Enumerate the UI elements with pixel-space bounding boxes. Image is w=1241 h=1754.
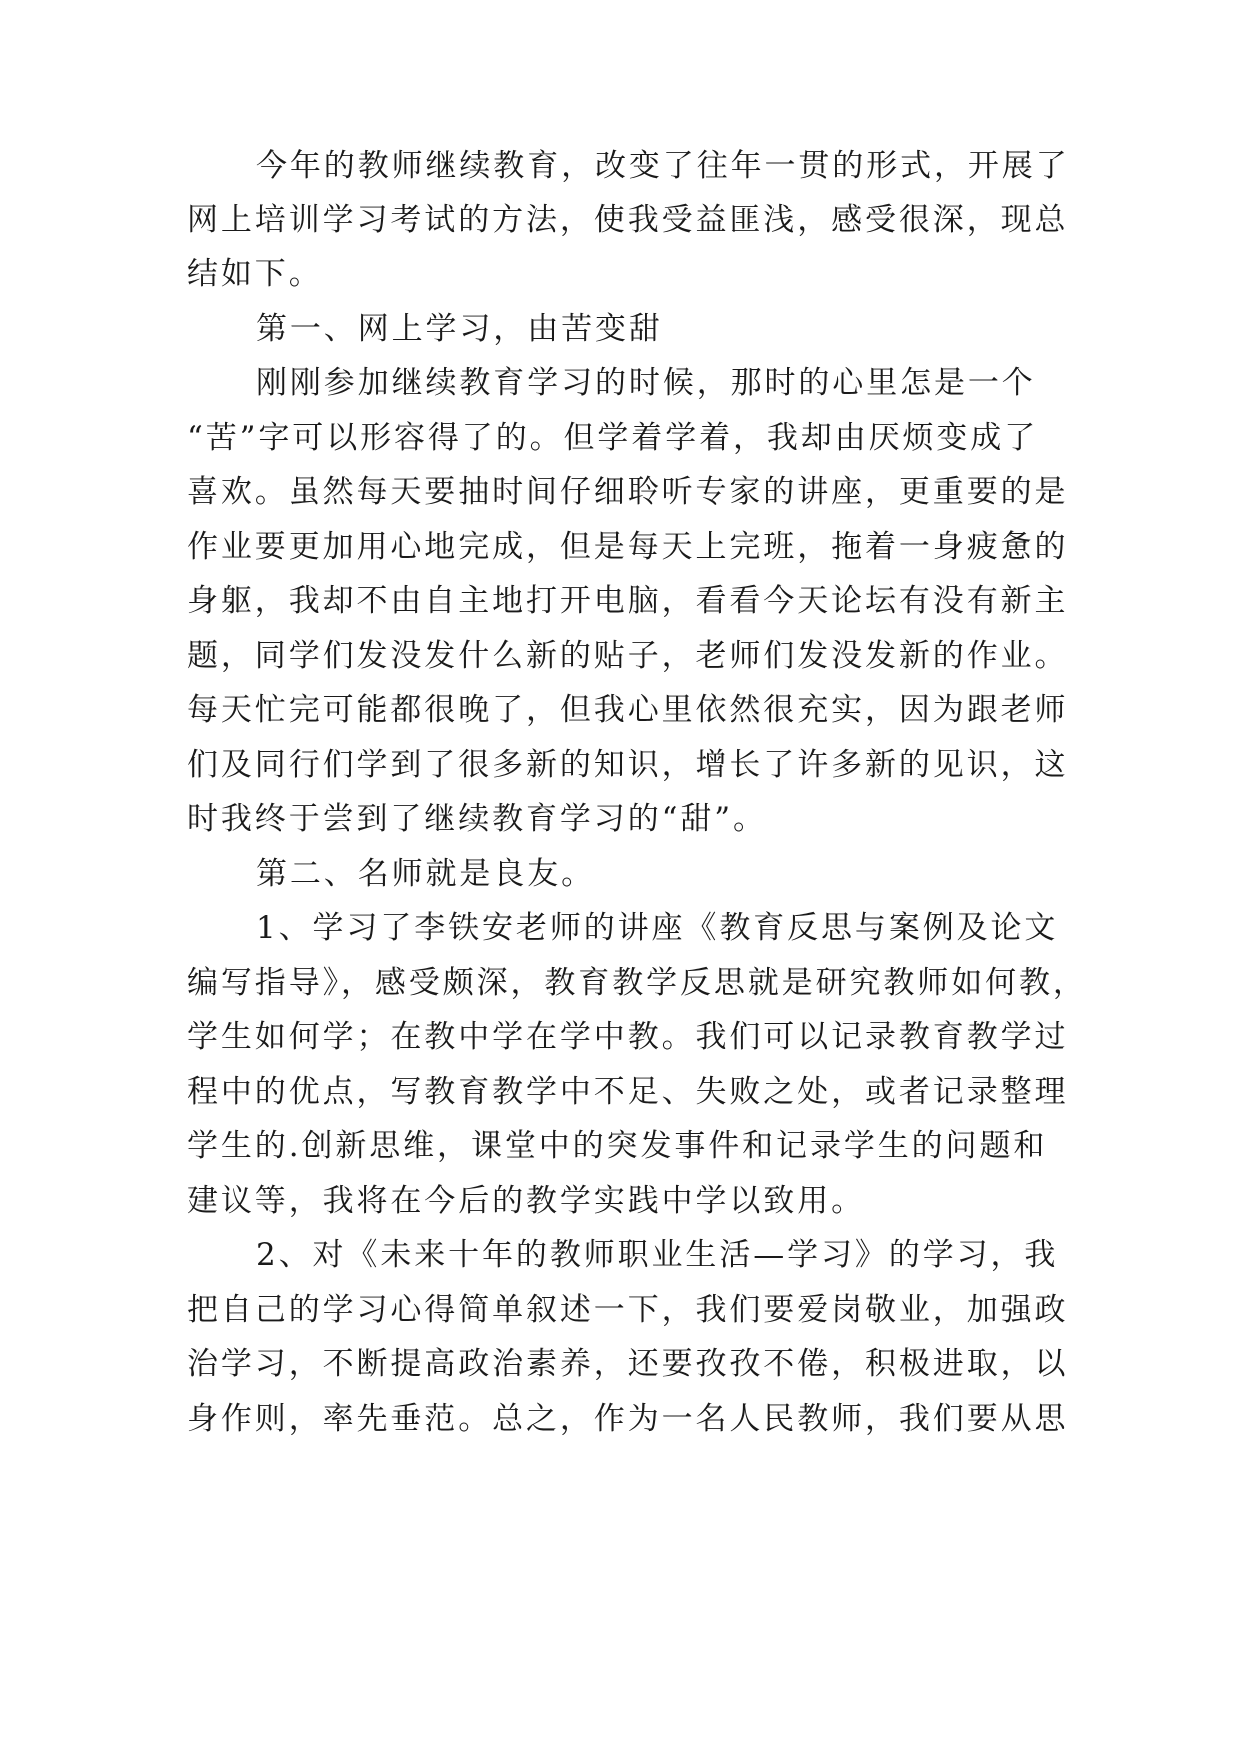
paragraph-line: 程中的优点，写教育教学中不足、失败之处，或者记录整理 bbox=[187, 1074, 1069, 1110]
paragraph-line: 今年的教师继续教育，改变了往年一贯的形式，开展了 bbox=[256, 148, 1070, 184]
paragraph-line: 治学习，不断提高政治素养，还要孜孜不倦，积极进取，以 bbox=[187, 1346, 1069, 1382]
paragraph-line: “苦”字可以形容得了的。但学着学着，我却由厌烦变成了 bbox=[187, 420, 1039, 456]
paragraph-line: 身作则，率先垂范。总之，作为一名人民教师，我们要从思 bbox=[187, 1401, 1069, 1437]
paragraph-line: 2、对《未来十年的教师职业生活—学习》的学习，我 bbox=[256, 1237, 1059, 1273]
paragraph-line: 们及同行们学到了很多新的知识，增长了许多新的见识，这 bbox=[187, 747, 1069, 783]
paragraph-line: 把自己的学习心得简单叙述一下，我们要爱岗敬业，加强政 bbox=[187, 1292, 1069, 1328]
paragraph-line: 时我终于尝到了继续教育学习的“甜”。 bbox=[187, 801, 767, 837]
paragraph-line: 结如下。 bbox=[187, 256, 323, 292]
paragraph-line: 1、学习了李铁安老师的讲座《教育反思与案例及论文 bbox=[256, 910, 1059, 946]
paragraph-line: 题，同学们发没发什么新的贴子，老师们发没发新的作业。 bbox=[187, 638, 1069, 674]
paragraph-line: 学生的.创新思维，课堂中的突发事件和记录学生的问题和 bbox=[187, 1128, 1048, 1164]
paragraph-line: 作业要更加用心地完成，但是每天上完班，拖着一身疲惫的 bbox=[187, 529, 1069, 565]
paragraph-line: 学生如何学；在教中学在学中教。我们可以记录教育教学过 bbox=[187, 1019, 1069, 1055]
paragraph-line: 身躯，我却不由自主地打开电脑，看看今天论坛有没有新主 bbox=[187, 583, 1069, 619]
section-heading: 第二、名师就是良友。 bbox=[256, 856, 595, 892]
paragraph-line: 编写指导》，感受颇深，教育教学反思就是研究教师如何教， bbox=[187, 965, 1087, 1001]
paragraph-line: 每天忙完可能都很晚了，但我心里依然很充实，因为跟老师 bbox=[187, 692, 1069, 728]
paragraph-line: 建议等，我将在今后的教学实践中学以致用。 bbox=[187, 1183, 865, 1219]
section-heading: 第一、网上学习，由苦变甜 bbox=[256, 311, 663, 347]
paragraph-line: 刚刚参加继续教育学习的时候，那时的心里怎是一个 bbox=[256, 365, 1036, 401]
paragraph-line: 网上培训学习考试的方法，使我受益匪浅，感受很深，现总 bbox=[187, 202, 1069, 238]
paragraph-line: 喜欢。虽然每天要抽时间仔细聆听专家的讲座，更重要的是 bbox=[187, 474, 1069, 510]
